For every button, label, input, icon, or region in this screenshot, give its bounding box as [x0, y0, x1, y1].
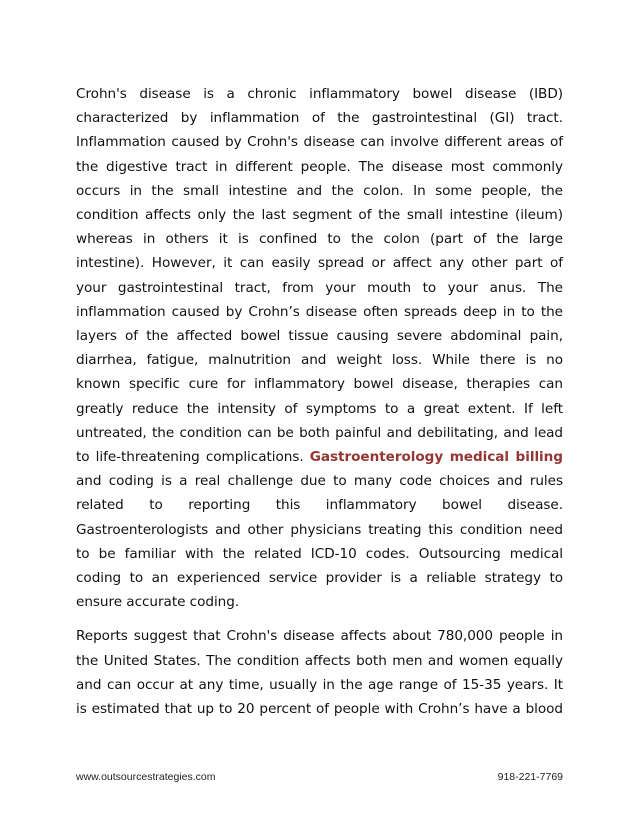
text-line: known specific cure for inflammatory bowel disease, therapies can: [76, 376, 563, 393]
text-segment: to life-threatening complications.: [76, 449, 310, 466]
footer-phone: 918-221-7769: [497, 771, 563, 783]
text-line: layers of the affected bowel tissue causing severe abdominal pain,: [76, 328, 563, 345]
footer-website[interactable]: www.outsourcestrategies.com: [76, 771, 216, 783]
text-line: occurs in the small intestine and the colon. In some people, the: [76, 182, 563, 199]
text-line: greatly reduce the intensity of symptoms to a great extent. If left: [76, 400, 563, 417]
text-line: and can occur at any time, usually in the age range of 15-35 years. It: [76, 676, 563, 693]
text-line: Gastroenterologists and other physicians treating this condition need: [76, 521, 563, 538]
text-line: coding to an experienced service provider is a reliable strategy to: [76, 570, 563, 587]
text-line: ensure accurate coding.: [76, 594, 240, 611]
text-line: the digestive tract in different people. The disease most commonly: [76, 158, 563, 175]
text-line: whereas in others it is confined to the colon (part of the large: [76, 231, 563, 248]
text-line: Inflammation caused by Crohn's disease can involve different areas of: [76, 134, 563, 151]
text-line: characterized by inflammation of the gastrointestinal (GI) tract.: [76, 110, 563, 127]
text-line: untreated, the condition can be both painful and debilitating, and lead: [76, 424, 563, 441]
text-line: diarrhea, fatigue, malnutrition and weight loss. While there is no: [76, 352, 563, 369]
document-body: [76, 82, 563, 721]
text-line: condition affects only the last segment of the small intestine (ileum): [76, 207, 563, 224]
text-line: related to reporting this inflammatory bowel disease.: [76, 497, 563, 514]
text-line: Crohn's disease is a chronic inflammatory bowel disease (IBD): [76, 86, 563, 102]
text-line-with-link: [76, 445, 563, 469]
text-line: is estimated that up to 20 percent of people with Crohn’s have a blood: [76, 701, 563, 718]
text-line: to be familiar with the related ICD-10 codes. Outsourcing medical: [76, 545, 563, 562]
text-line: intestine). However, it can easily spread or affect any other part of: [76, 255, 563, 272]
text-line: Reports suggest that Crohn's disease affects about 780,000 people in: [76, 628, 563, 645]
paragraph-crohns-statistics: [76, 624, 563, 721]
text-line: inflammation caused by Crohn’s disease often spreads deep in to the: [76, 303, 563, 320]
text-line: the United States. The condition affects both men and women equally: [76, 652, 563, 669]
text-line: your gastrointestinal tract, from your mouth to your anus. The: [76, 279, 563, 296]
paragraph-crohns-overview: [76, 82, 563, 614]
text-line: and coding is a real challenge due to many code choices and rules: [76, 473, 563, 490]
gastroenterology-billing-link[interactable]: Gastroenterology medical billing: [309, 449, 563, 466]
